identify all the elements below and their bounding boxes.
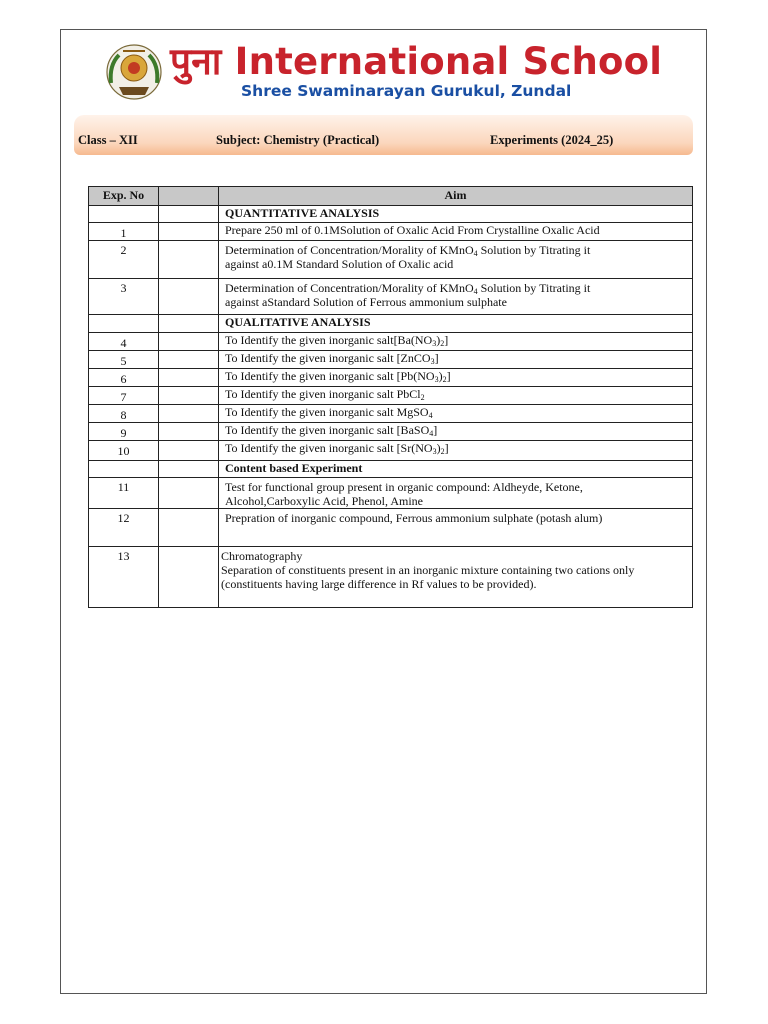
school-emblem-logo	[105, 43, 163, 101]
school-name: पुना International School	[170, 40, 663, 83]
exp-number-cell: 5	[89, 351, 159, 369]
exp-number-cell: 1	[89, 223, 159, 241]
exp-number-cell	[89, 315, 159, 333]
table-row	[89, 351, 693, 369]
aim-cell: Determination of Concentration/Morality of KMnO$_4$ Solution by Titrating it against aStandard Solution of Ferrous ammonium sulphate	[219, 279, 693, 315]
blank-cell	[159, 461, 219, 478]
header-exp-no: Exp. No	[89, 187, 159, 206]
blank-cell	[159, 509, 219, 547]
exp-number-cell: 10	[89, 441, 159, 461]
exp-number-cell: 11	[89, 478, 159, 509]
exp-number-cell: 9	[89, 423, 159, 441]
aim-cell: Chromatography Separation of constituents present in an inorganic mixture containing two cations only (constituents having large difference in Rf values to be provided).	[219, 547, 693, 608]
blank-cell	[159, 478, 219, 509]
blank-cell	[159, 206, 219, 223]
aim-cell: To Identify the given inorganic salt [BaSO$_4$]	[219, 423, 693, 441]
aim-cell: To Identify the given inorganic salt $[Pb(NO_3)_2]$	[219, 369, 693, 387]
table-row	[89, 405, 693, 423]
blank-cell	[159, 405, 219, 423]
experiments-label: Experiments (2024_25)	[490, 133, 614, 147]
header-blank	[159, 187, 219, 206]
aim-cell: To Identify the given inorganic salt $[Sr(NO_3)_2]$	[219, 441, 693, 461]
table-row	[89, 369, 693, 387]
blank-cell	[159, 547, 219, 608]
blank-cell	[159, 441, 219, 461]
table-row	[89, 223, 693, 241]
section-heading: QUALITATIVE ANALYSIS	[219, 315, 693, 333]
aim-cell: To Identify the given inorganic salt [ZnCO$_3$]	[219, 351, 693, 369]
table-header-row	[89, 187, 693, 206]
table-row	[89, 279, 693, 315]
exp-number-cell: 4	[89, 333, 159, 351]
table-row	[89, 441, 693, 461]
info-band	[74, 115, 693, 155]
blank-cell	[159, 351, 219, 369]
blank-cell	[159, 423, 219, 441]
table-row	[89, 547, 693, 608]
blank-cell	[159, 369, 219, 387]
blank-cell	[159, 315, 219, 333]
table-row	[89, 478, 693, 509]
section-row	[89, 206, 693, 223]
blank-cell	[159, 279, 219, 315]
exp-number-cell: 8	[89, 405, 159, 423]
school-subtitle: Shree Swaminarayan Gurukul, Zundal	[241, 82, 572, 100]
section-row	[89, 461, 693, 478]
blank-cell	[159, 241, 219, 279]
blank-cell	[159, 223, 219, 241]
table-row	[89, 241, 693, 279]
section-heading: Content based Experiment	[219, 461, 693, 478]
aim-cell: Test for functional group present in organic compound: Aldheyde, Ketone, Alcohol,Carboxylic Acid, Phenol, Amine	[219, 478, 693, 509]
section-heading: QUANTITATIVE ANALYSIS	[219, 206, 693, 223]
blank-cell	[159, 333, 219, 351]
table-row	[89, 509, 693, 547]
table-row	[89, 423, 693, 441]
experiments-table	[88, 186, 693, 608]
exp-number-cell: 6	[89, 369, 159, 387]
aim-cell: To Identify the given inorganic $salt[Ba(NO_3)_2]$	[219, 333, 693, 351]
aim-cell: Prepare 250 ml of 0.1MSolution of Oxalic Acid From Crystalline Oxalic Acid	[219, 223, 693, 241]
header-aim: Aim	[219, 187, 693, 206]
section-row	[89, 315, 693, 333]
exp-number-cell	[89, 206, 159, 223]
table-row	[89, 387, 693, 405]
subject-label: Subject: Chemistry (Practical)	[216, 133, 380, 147]
exp-number-cell: 2	[89, 241, 159, 279]
aim-cell: To Identify the given inorganic salt MgSO$_4$	[219, 405, 693, 423]
exp-number-cell: 13	[89, 547, 159, 608]
aim-cell: Determination of Concentration/Morality of KMnO$_4$ Solution by Titrating it against a0.1M Standard Solution of Oxalic acid	[219, 241, 693, 279]
exp-number-cell	[89, 461, 159, 478]
exp-number-cell: 7	[89, 387, 159, 405]
exp-number-cell: 12	[89, 509, 159, 547]
aim-cell: To Identify the given inorganic salt PbCl$_2$	[219, 387, 693, 405]
aim-cell: Prepration of inorganic compound, Ferrous ammonium sulphate (potash alum)	[219, 509, 693, 547]
table-row	[89, 333, 693, 351]
class-label: Class – XII	[78, 133, 138, 147]
exp-number-cell: 3	[89, 279, 159, 315]
blank-cell	[159, 387, 219, 405]
